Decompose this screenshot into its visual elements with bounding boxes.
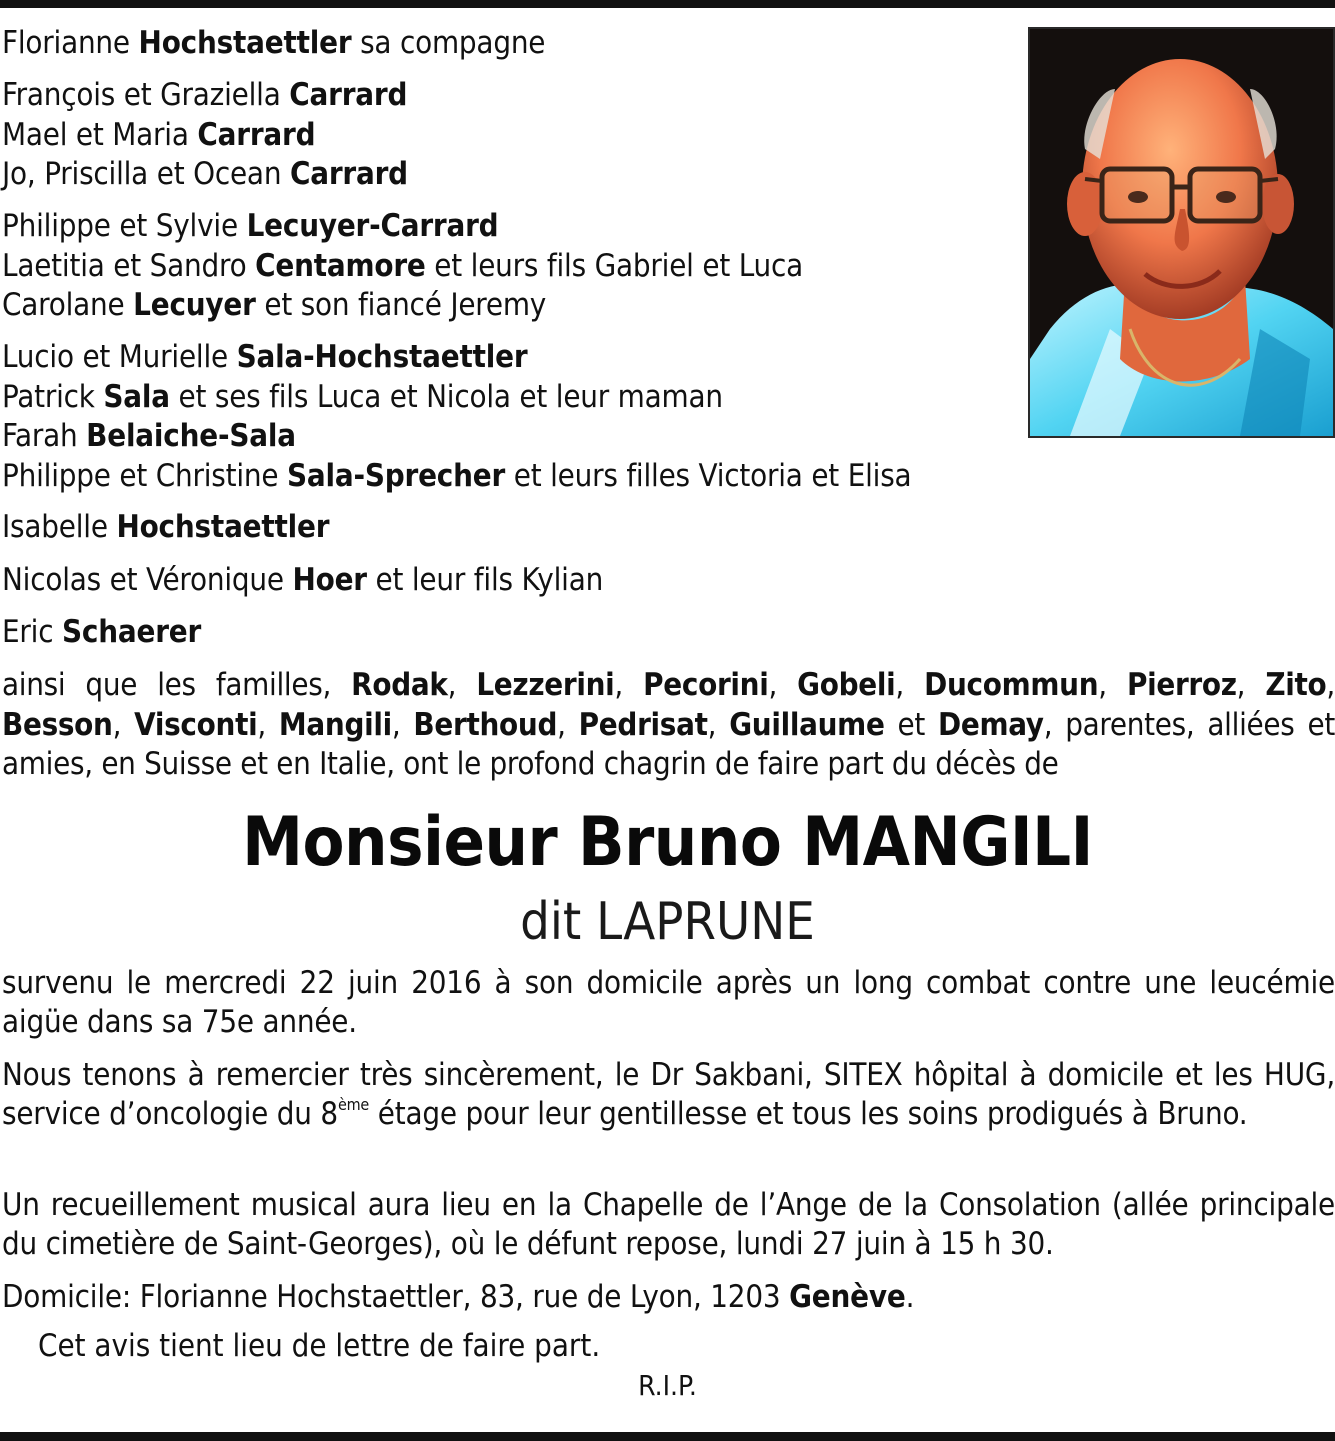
thanks-superscript: ème xyxy=(337,1095,370,1114)
family-lines-group-5 xyxy=(2,508,329,548)
family-name: Gobeli xyxy=(797,667,896,703)
family-line-surname: Hochstaettler xyxy=(138,25,352,61)
family-name: Mangili xyxy=(278,706,392,743)
family-line-extra: et son fiancé Jeremy xyxy=(255,287,547,323)
family-line-surname: Carrard xyxy=(197,116,316,153)
family-line-extra: et leur fils Kylian xyxy=(366,562,604,598)
rip-text: R.I.P. xyxy=(638,1369,697,1402)
family-lines-group-2 xyxy=(2,76,408,195)
family-line-extra: et leurs filles Victoria et Elisa xyxy=(505,457,912,494)
family-name: Pecorini xyxy=(643,667,769,703)
family-line-given: Farah xyxy=(2,418,87,454)
family-line xyxy=(2,561,603,601)
family-lines-group-4 xyxy=(2,338,911,496)
domicile-line xyxy=(2,1278,1335,1317)
bottom-rule xyxy=(0,1432,1335,1441)
family-line-extra: et ses fils Luca et Nicola et leur maman xyxy=(169,378,723,415)
thanks-text-end: étage pour leur gentillesse et tous les soins prodigués à Bruno. xyxy=(369,1096,1248,1132)
family-line xyxy=(2,508,329,548)
family-line-surname: Carrard xyxy=(289,77,408,113)
families-outro: , parentes, alliées et amies, en Suisse et en Italie, ont le profond chagrin de faire part du décès de xyxy=(2,706,1335,782)
family-line-given: Philippe et Sylvie xyxy=(2,208,247,244)
family-line-given: Eric xyxy=(2,614,63,650)
top-rule xyxy=(0,0,1335,8)
family-name: Berthoud xyxy=(413,706,558,743)
family-lines-group-1 xyxy=(2,24,545,64)
ceremony-paragraph: Un recueillement musical aura lieu en la Chapelle de l’Ange de la Consolation (allée principale du cimetière de Saint-Georges), où le défunt repose, lundi 27 juin à 15 h 30. xyxy=(2,1187,1335,1262)
family-line-surname: Lecuyer xyxy=(133,287,256,323)
family-line-surname: Sala-Hochstaettler xyxy=(236,339,528,375)
domicile-address: Domicile: Florianne Hochstaettler, 83, rue de Lyon, 1203 xyxy=(2,1279,790,1315)
family-name: Besson xyxy=(2,706,113,743)
families-conjunction: et xyxy=(884,706,938,743)
family-line xyxy=(2,286,803,326)
family-line-given: Patrick xyxy=(2,378,104,415)
family-lines-group-7 xyxy=(2,613,201,653)
family-lines-group-6 xyxy=(2,561,603,601)
family-line xyxy=(2,417,911,457)
family-line-extra: et leurs fils Gabriel et Luca xyxy=(425,247,804,284)
family-name: Pierroz xyxy=(1126,667,1237,703)
family-lines-group-3 xyxy=(2,207,803,326)
family-line-given: Lucio et Murielle xyxy=(2,339,237,375)
portrait-image xyxy=(1030,29,1333,436)
family-line-given: Philippe et Christine xyxy=(2,457,288,494)
family-line xyxy=(2,116,408,156)
family-line-surname: Hochstaettler xyxy=(116,509,330,545)
family-name: Pedrisat xyxy=(578,706,708,743)
family-name: Zito xyxy=(1265,667,1327,703)
families-intro: ainsi que les familles, xyxy=(2,667,352,703)
family-line-given: Nicolas et Véronique xyxy=(2,562,293,598)
family-line-given: Carolane xyxy=(2,287,134,323)
family-line xyxy=(2,207,803,247)
family-line-given: Laetitia et Sandro xyxy=(2,247,256,284)
family-line xyxy=(2,613,201,653)
family-line xyxy=(2,457,911,497)
family-line-extra: sa compagne xyxy=(351,25,546,61)
deceased-alias: dit LAPRUNE xyxy=(520,892,815,952)
closing-note: Cet avis tient lieu de lettre de faire part. xyxy=(38,1328,601,1364)
families-paragraph: ainsi que les familles, Rodak, Lezzerini, Pecorini, Gobeli, Ducommun, Pierroz, Zito, Besson, Visconti, Mangili, Berthoud, Pedrisat, Guillaume et Demay, parentes, alliées et amies, en Suisse et en Italie, ont le profond chagrin de faire part du décès de xyxy=(2,667,1335,782)
family-line-given: Jo, Priscilla et Ocean xyxy=(2,156,290,192)
family-name: Ducommun xyxy=(924,667,1099,703)
portrait-photo xyxy=(1028,27,1335,438)
family-line xyxy=(2,76,408,116)
family-line xyxy=(2,378,911,418)
family-line-surname: Centamore xyxy=(255,247,426,284)
family-line-surname: Sala-Sprecher xyxy=(287,457,506,494)
family-line-given: François et Graziella xyxy=(2,77,290,113)
family-line xyxy=(2,247,803,287)
family-line-given: Florianne xyxy=(2,25,139,61)
thanks-text: Nous tenons à remercier très sincèrement, le Dr Sakbani, SITEX hôpital à domicile et les HUG, service d’oncologie du 8 xyxy=(2,1057,1335,1132)
family-name: Lezzerini xyxy=(476,667,615,703)
family-line xyxy=(2,24,545,64)
family-name: Visconti xyxy=(134,706,258,743)
family-line-surname: Hoer xyxy=(292,562,367,598)
family-name: Rodak xyxy=(351,667,448,703)
domicile-city: Genève xyxy=(789,1279,906,1315)
family-line-surname: Lecuyer-Carrard xyxy=(246,208,499,244)
family-name: Demay xyxy=(938,706,1044,743)
death-paragraph: survenu le mercredi 22 juin 2016 à son domicile après un long combat contre une leucémie aigüe dans sa 75e année. xyxy=(2,965,1335,1040)
family-name: Guillaume xyxy=(729,706,885,743)
family-line-given: Isabelle xyxy=(2,509,117,545)
family-line-given: Mael et Maria xyxy=(2,116,198,153)
family-line xyxy=(2,155,408,195)
family-line-surname: Schaerer xyxy=(62,614,202,650)
family-line xyxy=(2,338,911,378)
family-line-surname: Sala xyxy=(103,378,170,415)
family-line-surname: Belaiche-Sala xyxy=(86,418,296,454)
thanks-paragraph xyxy=(2,1056,1335,1134)
deceased-name: Monsieur Bruno MANGILI xyxy=(242,803,1093,882)
family-line-surname: Carrard xyxy=(289,156,408,192)
domicile-end: . xyxy=(905,1279,915,1315)
